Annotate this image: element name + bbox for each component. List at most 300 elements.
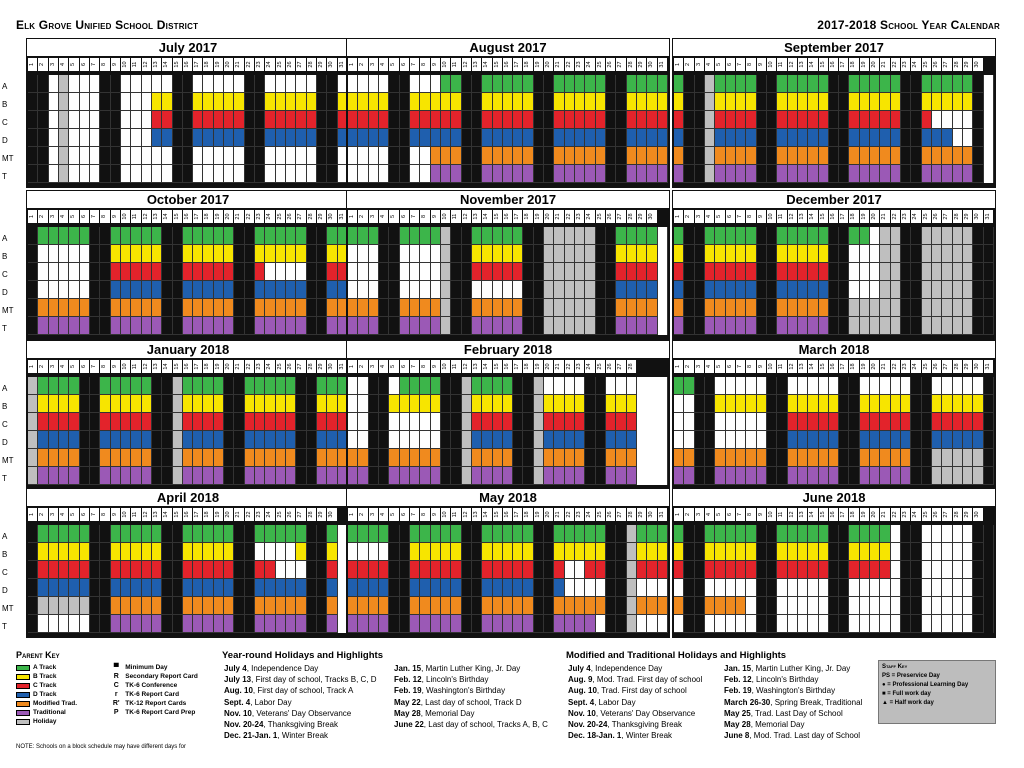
- day-cell: [493, 449, 503, 467]
- day-cell: [265, 75, 275, 93]
- day-cell: [695, 245, 705, 263]
- day-number: 15: [173, 360, 182, 373]
- day-cell: [255, 147, 265, 165]
- day-cell: [849, 467, 859, 485]
- day-cell: [327, 263, 337, 281]
- day-cell: [942, 395, 952, 413]
- day-cell: [431, 431, 441, 449]
- day-cell: [736, 245, 746, 263]
- day-cell: [59, 561, 69, 579]
- day-cell: [932, 299, 942, 317]
- day-cell: [265, 395, 275, 413]
- day-number: 21: [234, 210, 243, 223]
- day-cell: [829, 561, 839, 579]
- day-cell: [224, 395, 234, 413]
- day-cell: [90, 147, 100, 165]
- day-cell: [973, 165, 983, 183]
- day-cell: [901, 597, 911, 615]
- month-title: November 2017: [346, 190, 670, 209]
- day-cell: [28, 597, 38, 615]
- day-cell: [736, 597, 746, 615]
- day-cell: [59, 299, 69, 317]
- day-cell: [523, 431, 533, 449]
- day-cell: [544, 111, 554, 129]
- day-cell: [849, 299, 859, 317]
- day-cell: [839, 561, 849, 579]
- day-cell: [49, 543, 59, 561]
- day-cell: [932, 227, 942, 245]
- day-cell: [695, 431, 705, 449]
- day-cell: [358, 281, 368, 299]
- day-cell: [90, 93, 100, 111]
- day-number: 1: [28, 210, 37, 223]
- day-number: 20: [544, 210, 553, 223]
- day-cell: [798, 281, 808, 299]
- day-cell: [757, 263, 767, 281]
- day-cell: [462, 597, 472, 615]
- day-number: 20: [544, 360, 553, 373]
- day-cell: [674, 377, 684, 395]
- day-number: 9: [111, 210, 120, 223]
- day-cell: [400, 525, 410, 543]
- day-cell: [503, 129, 513, 147]
- day-number: 17: [839, 210, 848, 223]
- empty-days: [984, 525, 994, 633]
- day-cell: [69, 165, 79, 183]
- day-number: 31: [338, 360, 347, 373]
- day-number: 10: [121, 508, 130, 521]
- day-cell: [757, 449, 767, 467]
- day-cell: [152, 431, 162, 449]
- day-cell: [131, 413, 141, 431]
- day-number: 7: [90, 210, 99, 223]
- day-number: 8: [420, 210, 429, 223]
- day-cell: [49, 111, 59, 129]
- day-cell: [715, 147, 725, 165]
- day-cell: [472, 147, 482, 165]
- day-cell: [203, 111, 213, 129]
- day-number: 5: [715, 58, 724, 71]
- day-cell: [565, 395, 575, 413]
- highlight-item: Aug. 9, Mod. Trad. First day of school: [568, 675, 703, 685]
- day-number: 26: [286, 58, 295, 71]
- day-cell: [90, 281, 100, 299]
- day-number: 15: [493, 210, 502, 223]
- day-cell: [513, 245, 523, 263]
- day-cell: [38, 317, 48, 335]
- highlight-item: Feb. 19, Washington's Birthday: [394, 686, 506, 696]
- day-cell: [441, 395, 451, 413]
- day-cell: [808, 317, 818, 335]
- day-cell: [286, 317, 296, 335]
- day-cell: [953, 227, 963, 245]
- day-cell: [880, 597, 890, 615]
- day-cell: [674, 543, 684, 561]
- day-cell: [38, 299, 48, 317]
- day-cell: [798, 579, 808, 597]
- day-cell: [596, 449, 606, 467]
- day-cell: [59, 431, 69, 449]
- day-number: 21: [880, 58, 889, 71]
- day-cell: [224, 431, 234, 449]
- symbol-item: [111, 699, 216, 708]
- day-number: 6: [80, 58, 89, 71]
- day-cell: [757, 525, 767, 543]
- day-cell: [901, 227, 911, 245]
- day-cell: [100, 597, 110, 615]
- day-cell: [358, 75, 368, 93]
- day-cell: [400, 111, 410, 129]
- day-cell: [513, 525, 523, 543]
- day-cell: [224, 377, 234, 395]
- day-number: 28: [627, 58, 636, 71]
- day-cell: [307, 129, 317, 147]
- day-cell: [534, 75, 544, 93]
- day-cell: [963, 129, 973, 147]
- day-cell: [513, 467, 523, 485]
- day-number: 5: [715, 360, 724, 373]
- day-cell: [234, 111, 244, 129]
- day-number: 12: [462, 58, 471, 71]
- day-cell: [849, 431, 859, 449]
- day-cell: [674, 129, 684, 147]
- day-cell: [503, 615, 513, 633]
- day-cell: [276, 111, 286, 129]
- day-cell: [203, 543, 213, 561]
- day-cell: [585, 111, 595, 129]
- day-number: 4: [379, 210, 388, 223]
- day-number: 8: [100, 210, 109, 223]
- day-cell: [173, 263, 183, 281]
- day-cell: [637, 165, 647, 183]
- day-cell: [503, 317, 513, 335]
- day-cell: [973, 543, 983, 561]
- day-cell: [880, 395, 890, 413]
- day-cell: [472, 263, 482, 281]
- day-cell: [90, 263, 100, 281]
- month-january-2018: [26, 340, 350, 490]
- day-cell: [674, 147, 684, 165]
- day-cell: [90, 579, 100, 597]
- day-cell: [819, 281, 829, 299]
- day-cell: [585, 615, 595, 633]
- day-number: 10: [121, 58, 130, 71]
- day-cell: [829, 165, 839, 183]
- day-cell: [431, 227, 441, 245]
- symbol-item: [111, 690, 216, 699]
- day-cell: [142, 449, 152, 467]
- day-cell: [585, 263, 595, 281]
- day-cell: [534, 165, 544, 183]
- day-number: 28: [307, 508, 316, 521]
- day-cell: [462, 579, 472, 597]
- day-cell: [379, 377, 389, 395]
- day-cell: [705, 525, 715, 543]
- day-number: 7: [736, 58, 745, 71]
- day-cell: [984, 317, 994, 335]
- day-cell: [819, 561, 829, 579]
- day-cell: [798, 413, 808, 431]
- day-cell: [767, 413, 777, 431]
- day-number: 4: [59, 210, 68, 223]
- day-cell: [736, 263, 746, 281]
- day-cell: [296, 129, 306, 147]
- day-cell: [767, 263, 777, 281]
- day-cell: [265, 93, 275, 111]
- day-cell: [585, 299, 595, 317]
- day-cell: [420, 165, 430, 183]
- day-cell: [379, 615, 389, 633]
- day-cell: [705, 93, 715, 111]
- month-may-2018: [346, 488, 670, 638]
- day-cell: [922, 543, 932, 561]
- day-cell: [736, 317, 746, 335]
- day-cell: [276, 597, 286, 615]
- day-cell: [503, 543, 513, 561]
- day-cell: [627, 281, 637, 299]
- day-cell: [389, 129, 399, 147]
- day-cell: [839, 543, 849, 561]
- day-cell: [575, 395, 585, 413]
- day-cell: [984, 413, 994, 431]
- day-cell: [746, 579, 756, 597]
- day-cell: [90, 615, 100, 633]
- day-number: 22: [245, 360, 254, 373]
- day-cell: [544, 299, 554, 317]
- day-cell: [224, 299, 234, 317]
- day-cell: [265, 129, 275, 147]
- day-number: 9: [431, 360, 440, 373]
- day-cell: [746, 263, 756, 281]
- day-cell: [214, 525, 224, 543]
- day-cell: [839, 75, 849, 93]
- day-cell: [901, 299, 911, 317]
- day-number: 17: [513, 58, 522, 71]
- day-cell: [575, 467, 585, 485]
- day-cell: [276, 281, 286, 299]
- day-number: 30: [647, 508, 656, 521]
- day-cell: [431, 299, 441, 317]
- day-cell: [575, 561, 585, 579]
- day-cell: [575, 449, 585, 467]
- day-cell: [674, 281, 684, 299]
- day-cell: [513, 93, 523, 111]
- day-cell: [891, 147, 901, 165]
- day-cell: [173, 227, 183, 245]
- day-cell: [100, 615, 110, 633]
- day-cell: [819, 413, 829, 431]
- day-number: 4: [379, 508, 388, 521]
- day-cell: [348, 561, 358, 579]
- day-cell: [695, 377, 705, 395]
- day-cell: [736, 377, 746, 395]
- day-cell: [788, 129, 798, 147]
- day-number: 16: [829, 210, 838, 223]
- day-cell: [183, 449, 193, 467]
- day-cell: [544, 525, 554, 543]
- day-cell: [544, 263, 554, 281]
- day-cell: [462, 129, 472, 147]
- day-number: 23: [575, 508, 584, 521]
- day-cell: [28, 561, 38, 579]
- day-cell: [389, 165, 399, 183]
- day-cell: [596, 245, 606, 263]
- month-november-2017: [346, 190, 670, 340]
- day-cell: [420, 299, 430, 317]
- day-cell: [28, 93, 38, 111]
- day-cell: [777, 449, 787, 467]
- day-cell: [214, 111, 224, 129]
- day-cell: [28, 227, 38, 245]
- day-cell: [286, 245, 296, 263]
- day-number: 11: [777, 360, 786, 373]
- day-cell: [307, 449, 317, 467]
- day-cell: [379, 129, 389, 147]
- day-cell: [183, 543, 193, 561]
- day-cell: [80, 615, 90, 633]
- day-cell: [203, 525, 213, 543]
- day-cell: [131, 449, 141, 467]
- day-number: 8: [746, 58, 755, 71]
- color-swatch: [16, 710, 30, 716]
- day-cell: [616, 543, 626, 561]
- day-cell: [369, 431, 379, 449]
- day-cell: [255, 467, 265, 485]
- day-number: 2: [684, 58, 693, 71]
- day-cell: [389, 543, 399, 561]
- day-number: 25: [596, 360, 605, 373]
- day-cell: [493, 93, 503, 111]
- day-cell: [963, 467, 973, 485]
- day-cell: [245, 281, 255, 299]
- day-cell: [369, 75, 379, 93]
- day-cell: [534, 579, 544, 597]
- day-cell: [121, 615, 131, 633]
- day-cell: [111, 75, 121, 93]
- day-cell: [389, 395, 399, 413]
- day-cell: [596, 561, 606, 579]
- symbol-icon: R: [113, 673, 119, 680]
- day-cell: [451, 129, 461, 147]
- day-cell: [911, 597, 921, 615]
- day-cell: [901, 147, 911, 165]
- day-cell: [932, 75, 942, 93]
- day-cell: [777, 525, 787, 543]
- day-cell: [369, 317, 379, 335]
- day-cell: [317, 129, 327, 147]
- color-swatch: [16, 665, 30, 671]
- day-cell: [839, 467, 849, 485]
- day-cell: [369, 129, 379, 147]
- row-label: MT: [2, 306, 14, 315]
- day-cell: [606, 377, 616, 395]
- day-cell: [932, 615, 942, 633]
- day-number: 18: [203, 360, 212, 373]
- day-cell: [829, 317, 839, 335]
- day-cell: [90, 129, 100, 147]
- day-cell: [932, 449, 942, 467]
- day-cell: [585, 579, 595, 597]
- day-number: 1: [28, 508, 37, 521]
- day-cell: [162, 299, 172, 317]
- day-cell: [131, 543, 141, 561]
- key-item: [16, 663, 111, 672]
- day-number: 15: [819, 508, 828, 521]
- day-cell: [647, 227, 657, 245]
- day-cell: [658, 111, 668, 129]
- day-cell: [606, 431, 616, 449]
- day-cell: [80, 561, 90, 579]
- day-cell: [348, 129, 358, 147]
- day-cell: [121, 129, 131, 147]
- day-cell: [410, 467, 420, 485]
- day-cell: [922, 431, 932, 449]
- day-cell: [788, 299, 798, 317]
- day-cell: [798, 227, 808, 245]
- month-december-2017: [672, 190, 996, 340]
- day-cell: [746, 543, 756, 561]
- day-cell: [348, 395, 358, 413]
- empty-days: [637, 377, 668, 485]
- day-cell: [173, 377, 183, 395]
- day-cell: [193, 317, 203, 335]
- day-cell: [554, 299, 564, 317]
- day-cell: [255, 111, 265, 129]
- day-cell: [183, 227, 193, 245]
- day-cell: [214, 431, 224, 449]
- day-cell: [575, 147, 585, 165]
- day-cell: [695, 395, 705, 413]
- day-cell: [472, 377, 482, 395]
- day-cell: [462, 299, 472, 317]
- day-number: 28: [953, 360, 962, 373]
- day-cell: [317, 299, 327, 317]
- month-june-2018: [672, 488, 996, 638]
- day-cell: [627, 579, 637, 597]
- day-number: 11: [777, 58, 786, 71]
- day-cell: [69, 467, 79, 485]
- day-cell: [100, 449, 110, 467]
- day-cell: [431, 449, 441, 467]
- day-cell: [348, 615, 358, 633]
- day-cell: [162, 597, 172, 615]
- day-cell: [503, 75, 513, 93]
- day-cell: [173, 561, 183, 579]
- day-cell: [410, 93, 420, 111]
- day-cell: [575, 93, 585, 111]
- day-cell: [585, 467, 595, 485]
- day-cell: [327, 413, 337, 431]
- day-number: 28: [627, 360, 636, 373]
- day-cell: [565, 299, 575, 317]
- day-cell: [420, 147, 430, 165]
- day-cell: [942, 579, 952, 597]
- day-cell: [348, 75, 358, 93]
- day-cell: [400, 467, 410, 485]
- day-cell: [585, 129, 595, 147]
- day-cell: [400, 431, 410, 449]
- day-cell: [575, 431, 585, 449]
- day-cell: [369, 227, 379, 245]
- day-cell: [736, 165, 746, 183]
- day-cell: [307, 413, 317, 431]
- row-label: MT: [2, 154, 14, 163]
- day-cell: [131, 93, 141, 111]
- highlight-item: May 25, Trad. Last Day of School: [724, 708, 843, 718]
- day-cell: [798, 147, 808, 165]
- row-label: A: [2, 532, 8, 541]
- day-cell: [49, 75, 59, 93]
